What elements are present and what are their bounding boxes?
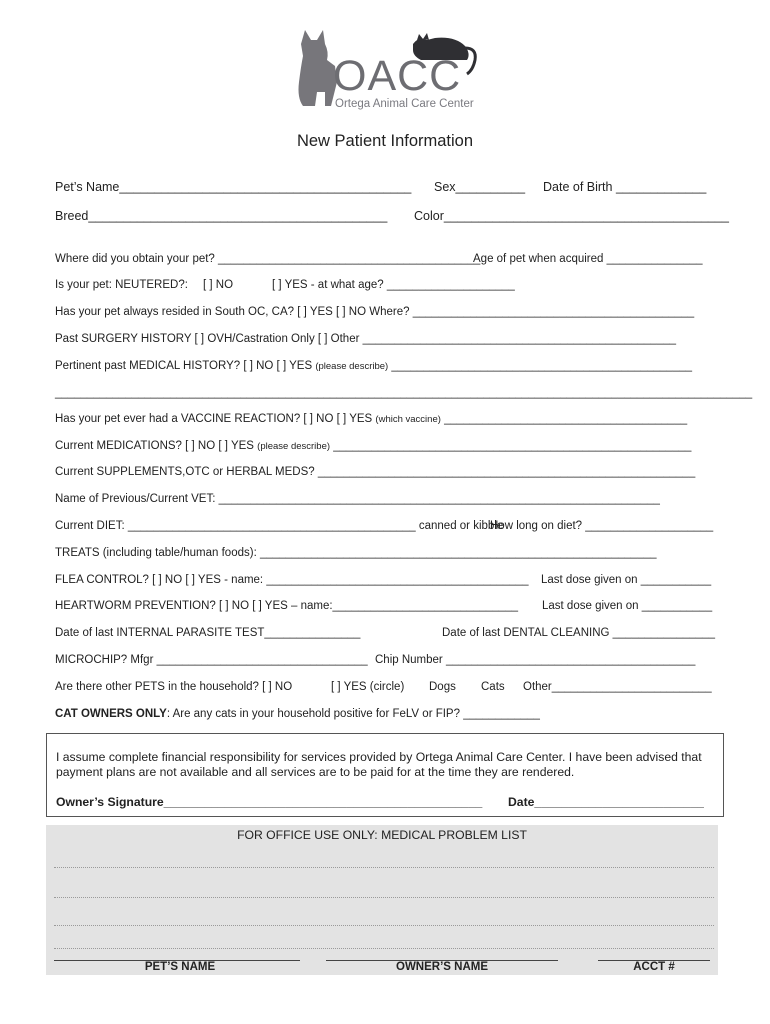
financial-agreement-box [46, 733, 724, 817]
heartworm-last-dose-field[interactable]: Last dose given on ___________ [542, 600, 713, 612]
medications-label: Current MEDICATIONS? [ ] NO [ ] YES [55, 440, 258, 452]
obtain-pet-field[interactable]: Where did you obtain your pet? _________________________________________ [55, 253, 481, 265]
flea-last-dose-field[interactable]: Last dose given on ___________ [541, 574, 712, 586]
medications-describe: (please describe) [257, 441, 331, 452]
date-of-birth-field[interactable]: Date of Birth _____________ [543, 180, 707, 194]
owners-name-label: OWNER’S NAME [396, 961, 488, 973]
other-pets-cats-option[interactable]: Cats [481, 681, 505, 693]
office-use-heading: FOR OFFICE USE ONLY: MEDICAL PROBLEM LIST [237, 828, 527, 842]
pets-name-label: PET’S NAME [144, 961, 216, 973]
other-pets-label[interactable]: Are there other PETS in the household? [ ] NO [55, 681, 293, 693]
page-title: New Patient Information [296, 132, 474, 150]
medical-history-describe: (please describe) [315, 361, 389, 372]
treats-row[interactable]: TREATS (including table/human foods): ______________________________________________________________ [55, 547, 657, 559]
signature-date-field[interactable]: Date_________________________ [508, 795, 704, 809]
heartworm-field[interactable]: HEARTWORM PREVENTION? [ ] NO [ ] YES – name:_____________________________ [55, 600, 519, 612]
office-use-section [46, 825, 718, 975]
chip-number-field[interactable]: Chip Number _______________________________________ [375, 654, 696, 666]
dental-cleaning-field[interactable]: Date of last DENTAL CLEANING ________________ [442, 627, 715, 639]
medical-history-row[interactable] [55, 360, 692, 372]
cat-owners-row[interactable] [55, 708, 540, 720]
pets-name-field[interactable]: Pet’s Name__________________________________________ [55, 180, 412, 194]
medical-history-blank[interactable]: _______________________________________________ [388, 360, 693, 372]
logo-wordmark: OACC [333, 52, 462, 100]
vaccine-reaction-blank[interactable]: ______________________________________ [440, 413, 688, 425]
resided-south-oc-row[interactable]: Has your pet always resided in South OC, CA? [ ] YES [ ] NO Where? ____________________________________________ [55, 306, 695, 318]
logo-subtitle: Ortega Animal Care Center [335, 98, 474, 110]
previous-vet-row[interactable]: Name of Previous/Current VET: _____________________________________________________________________ [55, 493, 660, 505]
sex-field[interactable]: Sex__________ [434, 180, 526, 194]
breed-field[interactable]: Breed___________________________________________ [55, 209, 388, 223]
vaccine-reaction-row[interactable] [55, 413, 687, 425]
surgery-history-row[interactable]: Past SURGERY HISTORY [ ] OVH/Castration Only [ ] Other _________________________________________________ [55, 333, 677, 345]
supplements-row[interactable]: Current SUPPLEMENTS,OTC or HERBAL MEDS? ___________________________________________________________ [55, 466, 696, 478]
age-acquired-field[interactable]: Age of pet when acquired _______________ [473, 253, 703, 265]
microchip-mfgr-field[interactable]: MICROCHIP? Mfgr _________________________________ [55, 654, 368, 666]
other-pets-other-field[interactable]: Other_________________________ [523, 681, 712, 693]
parasite-test-field[interactable]: Date of last INTERNAL PARASITE TEST_______________ [55, 627, 361, 639]
neutered-no-checkbox[interactable]: [ ] NO [203, 279, 234, 291]
diet-duration-field[interactable]: How long on diet? ____________________ [490, 520, 714, 532]
problem-list-line[interactable] [54, 897, 714, 898]
neutered-yes-checkbox[interactable]: [ ] YES - at what age? ____________________ [272, 279, 515, 291]
cat-owners-question[interactable]: : Are any cats in your household positive for FeLV or FIP? ____________ [166, 708, 540, 720]
oacc-logo [295, 26, 480, 112]
neutered-label: Is your pet: NEUTERED?: [55, 279, 188, 291]
color-field[interactable]: Color_________________________________________ [414, 209, 729, 223]
problem-list-line[interactable] [54, 925, 714, 926]
problem-list-line[interactable] [54, 867, 714, 868]
medical-history-extra-line[interactable]: _____________________________________________________________________________________________________________ [55, 387, 753, 399]
acct-label: ACCT # [633, 961, 675, 973]
other-pets-dogs-option[interactable]: Dogs [429, 681, 456, 693]
current-diet-field[interactable]: Current DIET: _____________________________________________ canned or kibble [55, 520, 504, 532]
medications-blank[interactable]: ________________________________________________________ [330, 440, 692, 452]
flea-control-field[interactable]: FLEA CONTROL? [ ] NO [ ] YES - name: _________________________________________ [55, 574, 529, 586]
medical-history-label: Pertinent past MEDICAL HISTORY? [ ] NO [ ] YES [55, 360, 316, 372]
cat-owners-heading: CAT OWNERS ONLY [55, 708, 167, 720]
vaccine-reaction-which: (which vaccine) [375, 414, 441, 425]
financial-agreement-text: I assume complete financial responsibility for services provided by Ortega Animal Care Center. I have been advised that payment plans are not available and all services are to be paid for at the time they are rendered. [56, 750, 702, 779]
problem-list-line[interactable] [54, 948, 714, 949]
owner-signature-field[interactable]: Owner’s Signature_______________________________________________ [56, 795, 483, 809]
medications-row[interactable] [55, 440, 691, 452]
other-pets-yes-checkbox[interactable]: [ ] YES (circle) [331, 681, 405, 693]
vaccine-reaction-label: Has your pet ever had a VACCINE REACTION? [ ] NO [ ] YES [55, 413, 376, 425]
